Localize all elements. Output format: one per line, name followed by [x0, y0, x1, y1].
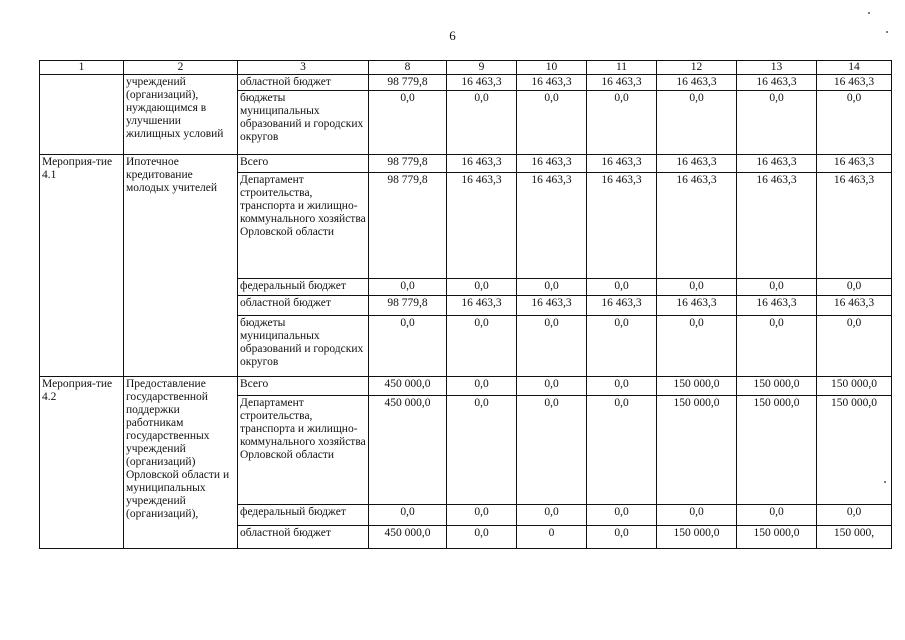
scan-speck: [886, 31, 888, 33]
table-row: [40, 75, 892, 91]
header-cell: 2: [124, 61, 238, 75]
value-cell: 16 463,3: [447, 75, 517, 91]
value-cell: 0,0: [587, 91, 657, 155]
value-cell: 16 463,3: [587, 296, 657, 316]
value-cell: 0,0: [447, 279, 517, 296]
value-cell: 0,0: [517, 505, 587, 526]
value-cell: 0,0: [447, 505, 517, 526]
table-row: [40, 155, 892, 173]
funding-source-cell: областной бюджет: [238, 526, 369, 549]
value-cell: 16 463,3: [587, 173, 657, 279]
value-cell: 0,0: [657, 91, 737, 155]
table-row: [40, 377, 892, 396]
value-cell: 0,0: [517, 396, 587, 505]
value-cell: 0,0: [737, 91, 817, 155]
value-cell: 16 463,3: [657, 296, 737, 316]
value-cell: 0,0: [517, 279, 587, 296]
value-cell: 150 000,0: [817, 377, 892, 396]
funding-source-cell: федеральный бюджет: [238, 505, 369, 526]
budget-table: [39, 60, 892, 549]
funding-source-cell: федеральный бюджет: [238, 279, 369, 296]
header-cell: 14: [817, 61, 892, 75]
header-cell: 1: [40, 61, 124, 75]
value-cell: 0: [517, 526, 587, 549]
value-cell: 0,0: [447, 396, 517, 505]
value-cell: 0,0: [517, 377, 587, 396]
value-cell: 16 463,3: [817, 173, 892, 279]
activity-name-cell: учреждений (организаций), нуждающимся в улучшении жилищных условий: [124, 75, 238, 155]
value-cell: 16 463,3: [817, 75, 892, 91]
value-cell: 0,0: [737, 316, 817, 377]
value-cell: 16 463,3: [447, 155, 517, 173]
value-cell: 0,0: [517, 91, 587, 155]
header-cell: 10: [517, 61, 587, 75]
funding-source-cell: Всего: [238, 377, 369, 396]
activity-id-cell: [40, 75, 124, 155]
value-cell: 16 463,3: [587, 75, 657, 91]
value-cell: 16 463,3: [737, 296, 817, 316]
header-cell: 13: [737, 61, 817, 75]
value-cell: 0,0: [369, 316, 447, 377]
header-row: [40, 61, 892, 75]
funding-source-cell: областной бюджет: [238, 75, 369, 91]
funding-source-cell: Департамент строительства, транспорта и жилищно-коммунального хозяйства Орловской области: [238, 396, 369, 505]
activity-name-cell: Предоставление государственной поддержки работникам государственных учреждений (организаций) Орловской области и муниципальных учреждений (организаций),: [124, 377, 238, 549]
value-cell: 98 779,8: [369, 296, 447, 316]
header-cell: 11: [587, 61, 657, 75]
value-cell: 150 000,: [817, 526, 892, 549]
value-cell: 0,0: [447, 91, 517, 155]
header-cell: 9: [447, 61, 517, 75]
value-cell: 0,0: [817, 279, 892, 296]
value-cell: 0,0: [517, 316, 587, 377]
funding-source-cell: Департамент строительства, транспорта и жилищно-коммунального хозяйства Орловской области: [238, 173, 369, 279]
value-cell: 0,0: [447, 377, 517, 396]
value-cell: 0,0: [657, 279, 737, 296]
value-cell: 150 000,0: [657, 377, 737, 396]
value-cell: 16 463,3: [817, 296, 892, 316]
value-cell: 98 779,8: [369, 75, 447, 91]
value-cell: 0,0: [369, 279, 447, 296]
activity-id-cell: Мероприя-тие 4.1: [40, 155, 124, 377]
value-cell: 0,0: [587, 396, 657, 505]
value-cell: 0,0: [817, 505, 892, 526]
value-cell: 0,0: [737, 505, 817, 526]
value-cell: 0,0: [587, 279, 657, 296]
funding-source-cell: бюджеты муниципальных образований и городских округов: [238, 316, 369, 377]
value-cell: 0,0: [587, 316, 657, 377]
value-cell: 150 000,0: [737, 526, 817, 549]
value-cell: 16 463,3: [737, 155, 817, 173]
value-cell: 450 000,0: [369, 377, 447, 396]
value-cell: 16 463,3: [817, 155, 892, 173]
value-cell: 16 463,3: [737, 173, 817, 279]
value-cell: 16 463,3: [517, 75, 587, 91]
value-cell: 0,0: [817, 91, 892, 155]
value-cell: 16 463,3: [657, 173, 737, 279]
value-cell: 16 463,3: [517, 296, 587, 316]
value-cell: 150 000,0: [657, 396, 737, 505]
value-cell: 150 000,0: [737, 396, 817, 505]
value-cell: 16 463,3: [447, 296, 517, 316]
funding-source-cell: бюджеты муниципальных образований и городских округов: [238, 91, 369, 155]
funding-source-cell: Всего: [238, 155, 369, 173]
header-cell: 12: [657, 61, 737, 75]
header-cell: 8: [369, 61, 447, 75]
value-cell: 16 463,3: [737, 75, 817, 91]
value-cell: 150 000,0: [737, 377, 817, 396]
value-cell: 98 779,8: [369, 155, 447, 173]
value-cell: 16 463,3: [657, 155, 737, 173]
value-cell: 0,0: [657, 505, 737, 526]
value-cell: 0,0: [447, 316, 517, 377]
funding-source-cell: областной бюджет: [238, 296, 369, 316]
value-cell: 16 463,3: [447, 173, 517, 279]
value-cell: 0,0: [369, 505, 447, 526]
activity-name-cell: Ипотечное кредитование молодых учителей: [124, 155, 238, 377]
value-cell: 16 463,3: [657, 75, 737, 91]
scan-speck: [868, 12, 870, 14]
value-cell: 0,0: [447, 526, 517, 549]
value-cell: 16 463,3: [517, 155, 587, 173]
value-cell: 0,0: [587, 505, 657, 526]
value-cell: 16 463,3: [517, 173, 587, 279]
header-cell: 3: [238, 61, 369, 75]
value-cell: 450 000,0: [369, 396, 447, 505]
value-cell: 16 463,3: [587, 155, 657, 173]
value-cell: 0,0: [737, 279, 817, 296]
value-cell: 150 000,0: [657, 526, 737, 549]
value-cell: 98 779,8: [369, 173, 447, 279]
value-cell: 0,0: [657, 316, 737, 377]
page-number: 6: [449, 28, 456, 43]
value-cell: 0,0: [587, 526, 657, 549]
value-cell: 0,0: [817, 316, 892, 377]
value-cell: 0,0: [369, 91, 447, 155]
value-cell: 450 000,0: [369, 526, 447, 549]
activity-id-cell: Мероприя-тие 4.2: [40, 377, 124, 549]
value-cell: 0,0: [587, 377, 657, 396]
value-cell: 150 000,0: [817, 396, 892, 505]
